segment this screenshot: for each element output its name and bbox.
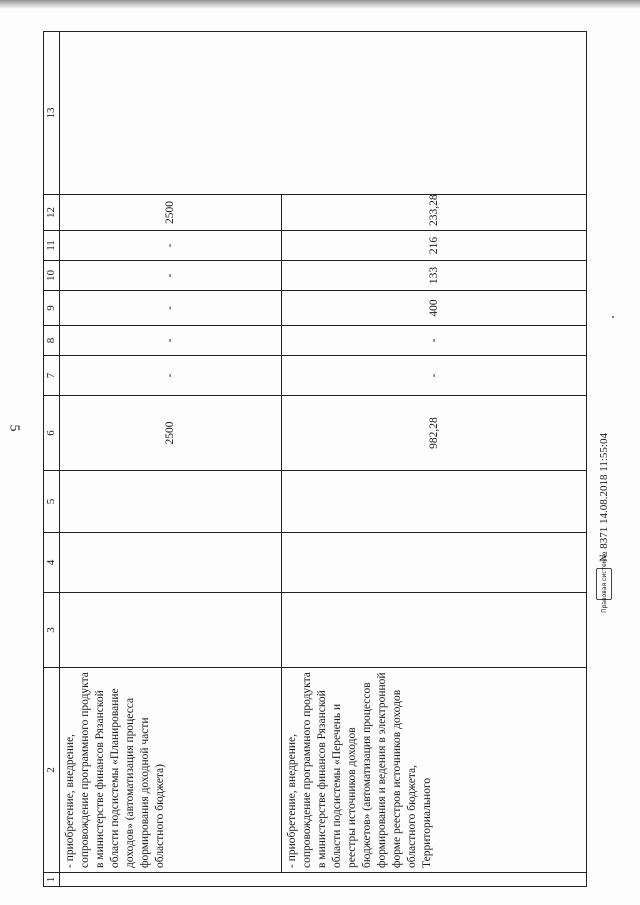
scan-speck	[612, 316, 614, 318]
header-cell: 5	[44, 471, 60, 533]
header-cell: 10	[44, 261, 60, 291]
value-cell: -	[60, 326, 282, 356]
value-cell: -	[60, 261, 282, 291]
value-cell: 216	[282, 231, 587, 261]
header-cell: 6	[44, 396, 60, 471]
header-cell: 13	[44, 32, 60, 195]
header-cell: 12	[44, 195, 60, 231]
value-cell: -	[282, 326, 587, 356]
table-cell	[282, 593, 587, 668]
value-cell: -	[60, 291, 282, 326]
stamp-logo: Правовая система	[596, 568, 612, 600]
value-cell: 2500	[60, 195, 282, 231]
value-cell: 133	[282, 261, 587, 291]
value-cell: -	[60, 231, 282, 261]
rotated-table-wrapper	[43, 32, 598, 887]
table-row	[60, 32, 282, 887]
value-cell: -	[282, 356, 587, 396]
header-cell: 4	[44, 533, 60, 593]
table-cell	[282, 471, 587, 533]
value-cell: -	[60, 356, 282, 396]
header-cell: 9	[44, 291, 60, 326]
header-cell: 11	[44, 231, 60, 261]
budget-table	[43, 31, 587, 887]
registration-number: № 8371 14.08.2018 11:55:04	[598, 433, 610, 562]
description-cell: - приобретение, внедрение, сопровождение программного продукта в министерстве финансов Рязанской области подсистемы «Планирование доходов» (автоматизация процесса формирования доходной части областного бюджета)	[60, 668, 282, 873]
scan-top-edge	[0, 0, 640, 9]
value-cell: 233,28	[282, 195, 587, 231]
header-cell: 7	[44, 356, 60, 396]
registration-footer	[596, 433, 612, 613]
table-cell	[60, 873, 587, 887]
page-number: 5	[6, 424, 22, 432]
notes-cell	[60, 32, 587, 195]
table-cell	[60, 471, 282, 533]
table-cell	[60, 593, 282, 668]
header-row	[44, 32, 60, 887]
header-cell: 3	[44, 593, 60, 668]
description-cell: - приобретение, внедрение, сопровождение программного продукта в министерстве финансов Рязанской области подсистемы «Перечень и реестры источников доходов бюджетов» (автоматизация процессов формирования и ведения в электронной форме реестров источников доходов областного бюджета, Территориального	[282, 668, 587, 873]
value-cell: 982,28	[282, 396, 587, 471]
header-cell: 8	[44, 326, 60, 356]
value-cell: 2500	[60, 396, 282, 471]
table-cell	[282, 533, 587, 593]
table-cell	[60, 533, 282, 593]
header-cell: 2	[44, 668, 60, 873]
header-cell: 1	[44, 873, 60, 887]
value-cell: 400	[282, 291, 587, 326]
